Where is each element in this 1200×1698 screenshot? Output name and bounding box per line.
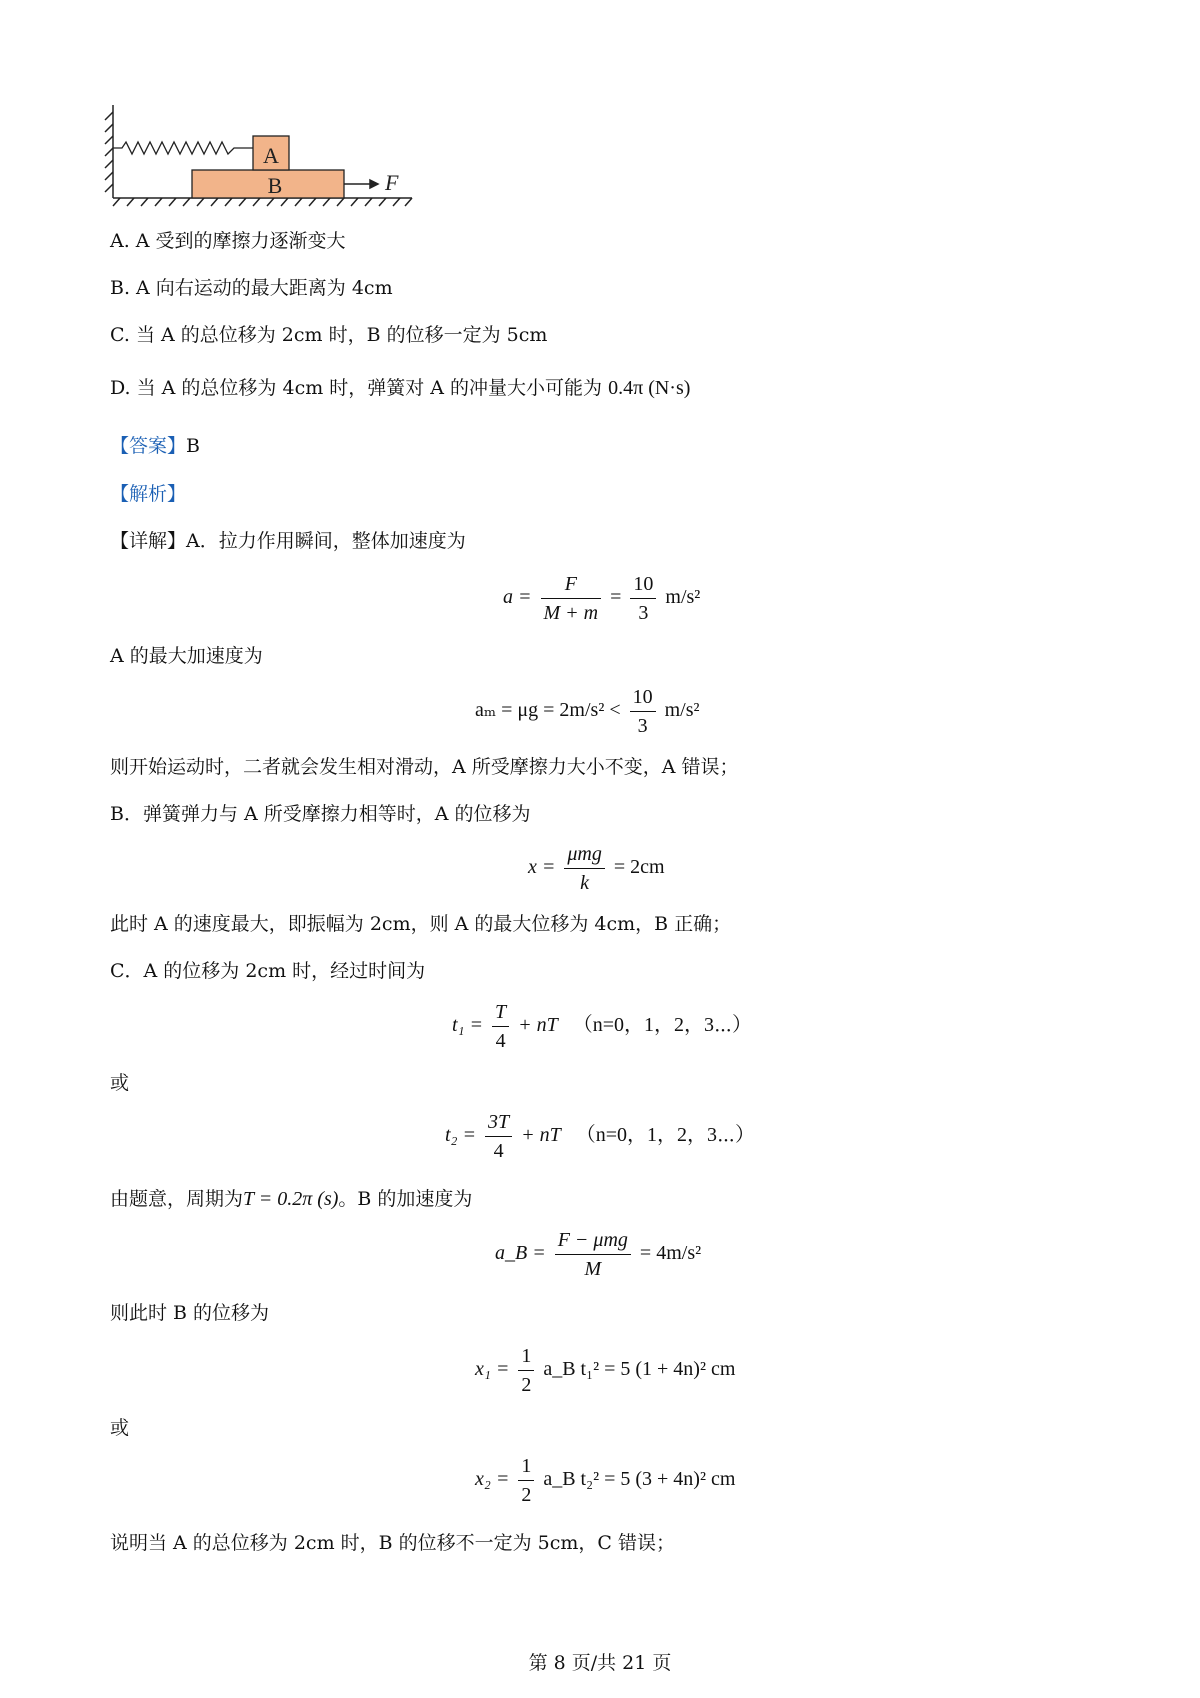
eq2-numerator: 10 bbox=[630, 683, 656, 712]
eq5-fraction bbox=[485, 1108, 512, 1165]
c-conclusion: 说明当 A 的总位移为 2cm 时，B 的位移不一定为 5cm，C 错误； bbox=[110, 1532, 675, 1554]
eq6-numerator: F − μmg bbox=[555, 1226, 631, 1255]
eq4-lhs: t₁ = bbox=[452, 1014, 484, 1037]
eq1-numerator: F bbox=[541, 570, 602, 599]
eq8-rhs: a_B t₂² = 5 (3 + 4n)² cm bbox=[543, 1468, 736, 1491]
answer-label: 【答案】 bbox=[110, 435, 187, 457]
a-max-text: A 的最大加速度为 bbox=[110, 645, 263, 667]
force-label: F bbox=[385, 170, 399, 195]
wall bbox=[105, 105, 113, 198]
option-a: A. A 受到的摩擦力逐渐变大 bbox=[110, 230, 346, 252]
detail-label: 【详解】 bbox=[110, 530, 187, 552]
equation-7 bbox=[475, 1342, 735, 1399]
eq7-lhs: x₁ = bbox=[475, 1358, 510, 1381]
eq2-lhs: aₘ = μg = 2m/s² < bbox=[475, 699, 621, 722]
eq7-fraction bbox=[518, 1342, 534, 1399]
period-math: T = 0.2π (s) bbox=[243, 1188, 339, 1210]
eq5-condition: （n=0，1，2，3⋯） bbox=[575, 1124, 756, 1147]
eq3-denominator: k bbox=[580, 872, 590, 894]
eq1-fraction-2 bbox=[630, 570, 656, 627]
answer-value: B bbox=[186, 435, 200, 457]
period-line bbox=[110, 1186, 472, 1212]
eq5-denominator: 4 bbox=[493, 1140, 504, 1162]
spring-block-figure bbox=[100, 100, 420, 210]
eq1-equals: = bbox=[610, 586, 622, 609]
spring bbox=[113, 142, 253, 154]
eq4-rhs: + nT bbox=[518, 1014, 558, 1037]
block-a-label: A bbox=[263, 143, 279, 168]
equation-2 bbox=[475, 683, 700, 740]
or-1: 或 bbox=[110, 1072, 130, 1094]
period-post: 。B 的加速度为 bbox=[338, 1188, 473, 1210]
c-intro: C．A 的位移为 2cm 时，经过时间为 bbox=[110, 960, 426, 982]
eq7-numerator: 1 bbox=[518, 1342, 534, 1371]
period-pre: 由题意，周期为 bbox=[110, 1188, 244, 1210]
eq2-unit: m/s² bbox=[664, 699, 700, 722]
ground bbox=[113, 198, 412, 206]
eq8-lhs: x₂ = bbox=[475, 1468, 510, 1491]
eq4-condition: （n=0，1，2，3⋯） bbox=[572, 1014, 753, 1037]
eq6-lhs: a_B = bbox=[495, 1242, 546, 1265]
equation-5 bbox=[445, 1108, 755, 1165]
equation-3 bbox=[528, 840, 665, 897]
eq8-numerator: 1 bbox=[518, 1452, 534, 1481]
option-d-text: D. 当 A 的总位移为 4cm 时，弹簧对 A 的冲量大小可能为 bbox=[110, 377, 603, 399]
eq8-fraction bbox=[518, 1452, 534, 1509]
eq1-fraction bbox=[541, 570, 602, 627]
eq6-denominator: M bbox=[584, 1258, 602, 1280]
eq5-rhs: + nT bbox=[521, 1124, 561, 1147]
eq4-fraction bbox=[492, 998, 509, 1055]
eq1-lhs: a = bbox=[503, 586, 532, 609]
option-b: B. A 向右运动的最大距离为 4cm bbox=[110, 277, 393, 299]
option-d bbox=[110, 375, 690, 401]
equation-8 bbox=[475, 1452, 735, 1509]
b-conclusion: 此时 A 的速度最大，即振幅为 2cm，则 A 的最大位移为 4cm，B 正确； bbox=[110, 913, 732, 935]
page-footer: 第 8 页/共 21 页 bbox=[528, 1652, 672, 1674]
force-arrow bbox=[344, 180, 378, 188]
eq1-denominator: M + m bbox=[543, 602, 599, 624]
eq6-rhs: = 4m/s² bbox=[639, 1242, 702, 1265]
equation-4 bbox=[452, 998, 752, 1055]
eq7-denominator: 2 bbox=[521, 1374, 532, 1396]
eq5-numerator: 3T bbox=[485, 1108, 512, 1137]
eq3-lhs: x = bbox=[528, 856, 556, 879]
eq3-fraction bbox=[564, 840, 604, 897]
eq5-lhs: t₂ = bbox=[445, 1124, 477, 1147]
answer-line bbox=[110, 433, 200, 459]
a-conclusion: 则开始运动时，二者就会发生相对滑动，A 所受摩擦力大小不变，A 错误； bbox=[110, 756, 739, 778]
b-disp-text: 则此时 B 的位移为 bbox=[110, 1302, 270, 1324]
a-intro-text: A．拉力作用瞬间，整体加速度为 bbox=[186, 530, 466, 552]
equation-1 bbox=[503, 570, 700, 627]
eq4-denominator: 4 bbox=[495, 1030, 506, 1052]
or-2: 或 bbox=[110, 1417, 130, 1439]
eq7-rhs: a_B t₁² = 5 (1 + 4n)² cm bbox=[543, 1358, 736, 1381]
eq1-numerator-2: 10 bbox=[630, 570, 656, 599]
eq8-denominator: 2 bbox=[521, 1484, 532, 1506]
eq6-fraction bbox=[555, 1226, 631, 1283]
eq3-numerator: μmg bbox=[564, 840, 604, 869]
eq2-denominator: 3 bbox=[637, 715, 648, 737]
equation-6 bbox=[495, 1226, 701, 1283]
block-b-label: B bbox=[267, 173, 283, 198]
b-intro: B．弹簧弹力与 A 所受摩擦力相等时，A 的位移为 bbox=[110, 803, 531, 825]
detail-line bbox=[110, 528, 466, 554]
eq1-unit: m/s² bbox=[665, 586, 701, 609]
analysis-label: 【解析】 bbox=[110, 483, 187, 505]
eq1-denominator-2: 3 bbox=[638, 602, 649, 624]
eq4-numerator: T bbox=[492, 998, 509, 1027]
option-d-math: 0.4π (N·s) bbox=[608, 377, 691, 399]
option-c: C. 当 A 的总位移为 2cm 时，B 的位移一定为 5cm bbox=[110, 324, 548, 346]
eq2-fraction bbox=[630, 683, 656, 740]
eq3-rhs: = 2cm bbox=[613, 856, 665, 879]
